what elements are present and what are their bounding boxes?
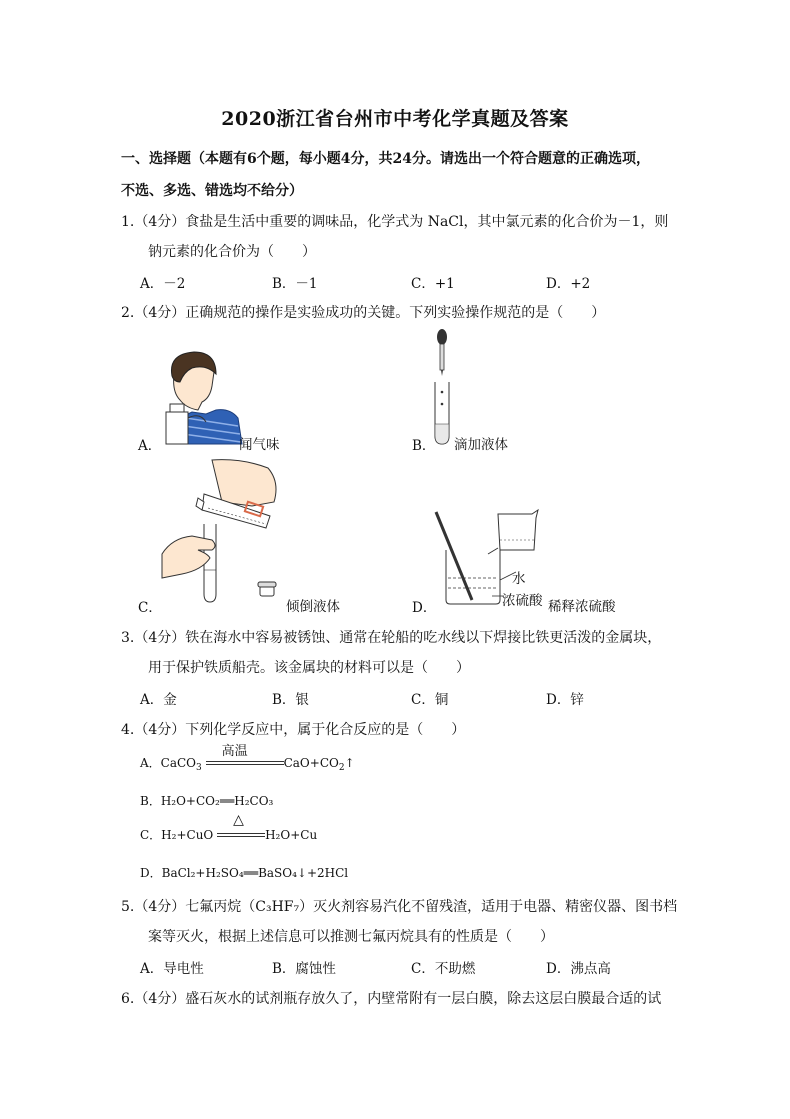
- q4-option-b: B．H₂O+CO₂══H₂CO₃: [140, 794, 274, 808]
- q2-option-b-label: B．: [412, 438, 436, 454]
- q5-option-c: C．不助燃: [411, 961, 476, 977]
- q3-option-c: C．铜: [411, 692, 449, 708]
- q2-option-c-caption: 倾倒液体: [286, 599, 340, 615]
- q5-option-b: B．腐蚀性: [272, 961, 336, 977]
- condition-heat: △: [233, 811, 244, 828]
- page-title: 2020浙江省台州市中考化学真题及答案: [221, 108, 569, 130]
- q5-stem-line1: 5.（4分）七氟丙烷（C₃HF₇）灭火剂容易汽化不留残渣，适用于电器、精密仪器、图书档: [121, 899, 678, 915]
- section-heading-line2: 不选、多选、错选均不给分）: [121, 183, 303, 199]
- q1-option-b: B．－1: [272, 276, 318, 292]
- q1-option-c: C．+1: [411, 276, 455, 292]
- q1-option-d: D．+2: [546, 276, 591, 292]
- label-water: 水: [512, 571, 526, 587]
- q2-option-c-label: C．: [138, 600, 162, 616]
- q4-option-c: C．H₂+CuO △ H₂O+Cu: [140, 811, 318, 842]
- smelling-gas-illustration: [162, 352, 242, 444]
- q3-stem-line2: 用于保护铁质船壳。该金属块的材料可以是（ ）: [148, 660, 470, 676]
- reaction-condition-arrow: [206, 743, 284, 770]
- label-concentrated-acid: 浓硫酸: [502, 593, 543, 609]
- q1-stem-line2: 钠元素的化合价为（ ）: [148, 244, 316, 260]
- q2-stem-line1: 2.（4分）正确规范的操作是实验成功的关键。下列实验操作规范的是（ ）: [121, 305, 606, 321]
- q4-stem-line1: 4.（4分）下列化学反应中，属于化合反应的是（ ）: [121, 722, 466, 738]
- q3-option-d: D．锌: [546, 692, 584, 708]
- q2-option-b-caption: 滴加液体: [454, 437, 508, 453]
- q2-option-a-caption: 闻气味: [239, 437, 280, 453]
- q2-option-d-label: D．: [412, 600, 437, 616]
- section-heading-line1: 一、选择题（本题有6个题，每小题4分，共24分。请选出一个符合题意的正确选项，: [121, 151, 650, 167]
- q3-stem-line1: 3.（4分）铁在海水中容易被锈蚀、通常在轮船的吃水线以下焊接比铁更活泼的金属块，: [121, 630, 662, 646]
- dropper-illustration: [430, 328, 454, 446]
- q5-stem-line2: 案等灭火，根据上述信息可以推测七氟丙烷具有的性质是（ ）: [148, 929, 554, 945]
- q2-option-d-caption: 稀释浓硫酸: [548, 599, 616, 615]
- reaction-heat-arrow: [217, 811, 265, 842]
- q5-option-a: A．导电性: [140, 961, 204, 977]
- q3-option-a: A．金: [140, 692, 177, 708]
- q4-option-a: A．CaCO$_3$ 高温 $CaO+CO_2↑$: [140, 754, 355, 771]
- q5-option-d: D．沸点高: [546, 961, 611, 977]
- q1-stem-line1: 1.（4分）食盐是生活中重要的调味品，化学式为 NaCl，其中氯元素的化合价为－1，则: [121, 214, 669, 230]
- condition-high-temp: 高温: [221, 743, 248, 759]
- q2-option-a-label: A．: [138, 438, 162, 454]
- q6-stem-line1: 6.（4分）盛石灰水的试剂瓶存放久了，内壁常附有一层白膜，除去这层白膜最合适的试: [121, 991, 662, 1007]
- q1-option-a: A．－2: [140, 276, 186, 292]
- q4-option-d: D．BaCl₂+H₂SO₄══BaSO₄↓+2HCl: [140, 866, 349, 880]
- pouring-liquid-illustration: [162, 458, 282, 606]
- q3-option-b: B．银: [272, 692, 309, 708]
